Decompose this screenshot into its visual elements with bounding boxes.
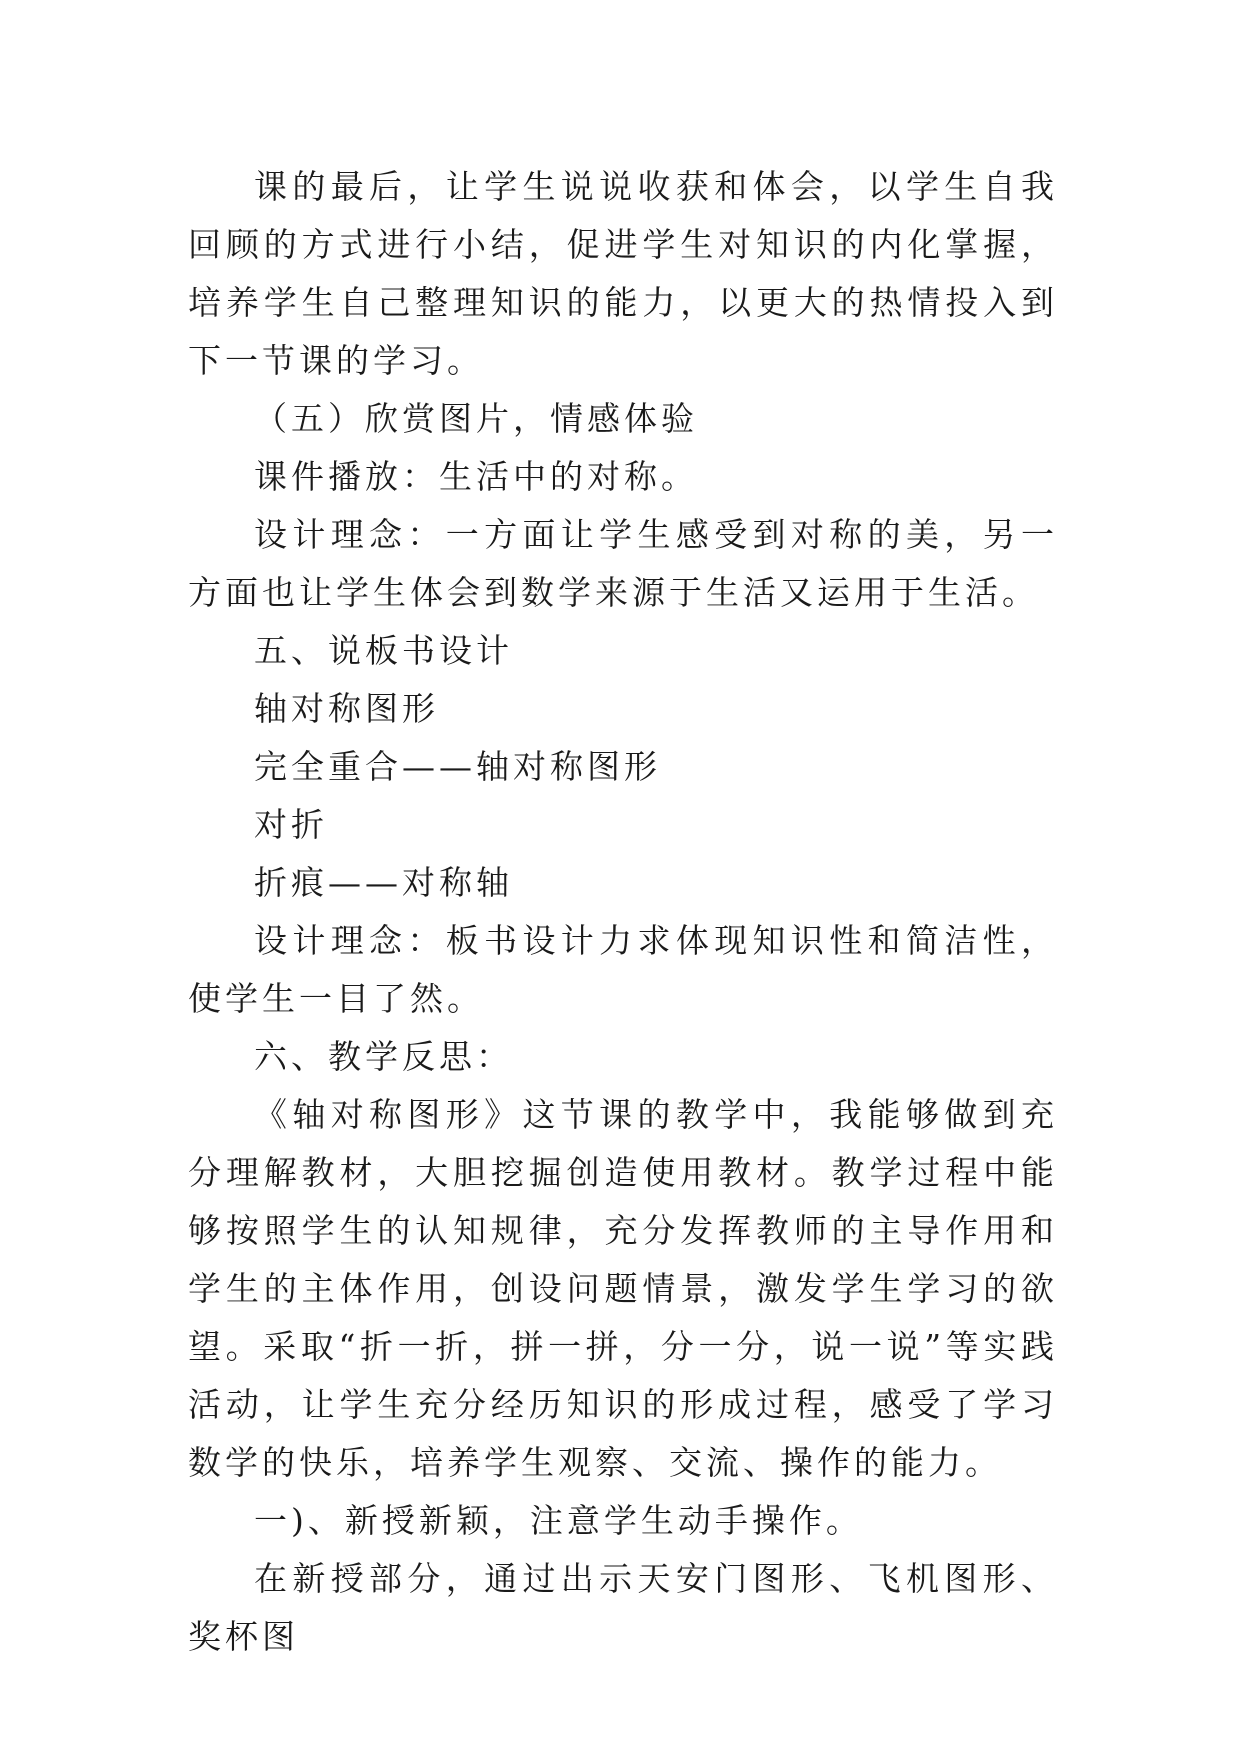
paragraph-reflection-body: 《轴对称图形》这节课的教学中，我能够做到充分理解教材，大胆挖掘创造使用教材。教学过程中能够按照学生的认知规律，充分发挥教师的主导作用和学生的主体作用，创设问题情景，激发学生学习的欲望。采取“折一折，拼一拼，分一分，说一说”等实践活动，让学生充分经历知识的形成过程，感受了学习数学的快乐，培养学生观察、交流、操作的能力。 <box>188 1095 1058 1482</box>
board-line-coincide: 完全重合——轴对称图形 <box>254 747 661 786</box>
heading-new-teaching: 一)、新授新颖，注意学生动手操作。 <box>254 1501 863 1540</box>
paragraph-courseware-play: 课件播放：生活中的对称。 <box>254 457 698 496</box>
heading-blackboard-design: 五、说板书设计 <box>254 631 513 670</box>
heading-appreciate-pictures: （五）欣赏图片，情感体验 <box>254 399 698 438</box>
board-line-title: 轴对称图形 <box>254 689 439 728</box>
heading-teaching-reflection: 六、教学反思： <box>254 1037 513 1076</box>
paragraph-lesson-summary: 课的最后，让学生说说收获和体会，以学生自我回顾的方式进行小结，促进学生对知识的内化掌握，培养学生自己整理知识的能力，以更大的热情投入到下一节课的学习。 <box>188 167 1058 380</box>
paragraph-design-concept-1: 设计理念：一方面让学生感受到对称的美，另一方面也让学生体会到数学来源于生活又运用于生活。 <box>188 515 1058 612</box>
board-line-fold: 对折 <box>254 805 328 844</box>
board-line-crease: 折痕——对称轴 <box>254 863 513 902</box>
document-body <box>188 158 1058 1666</box>
paragraph-design-concept-2: 设计理念：板书设计力求体现知识性和简洁性，使学生一目了然。 <box>188 921 1058 1018</box>
paragraph-new-teaching-body: 在新授部分，通过出示天安门图形、飞机图形、奖杯图 <box>188 1559 1058 1656</box>
